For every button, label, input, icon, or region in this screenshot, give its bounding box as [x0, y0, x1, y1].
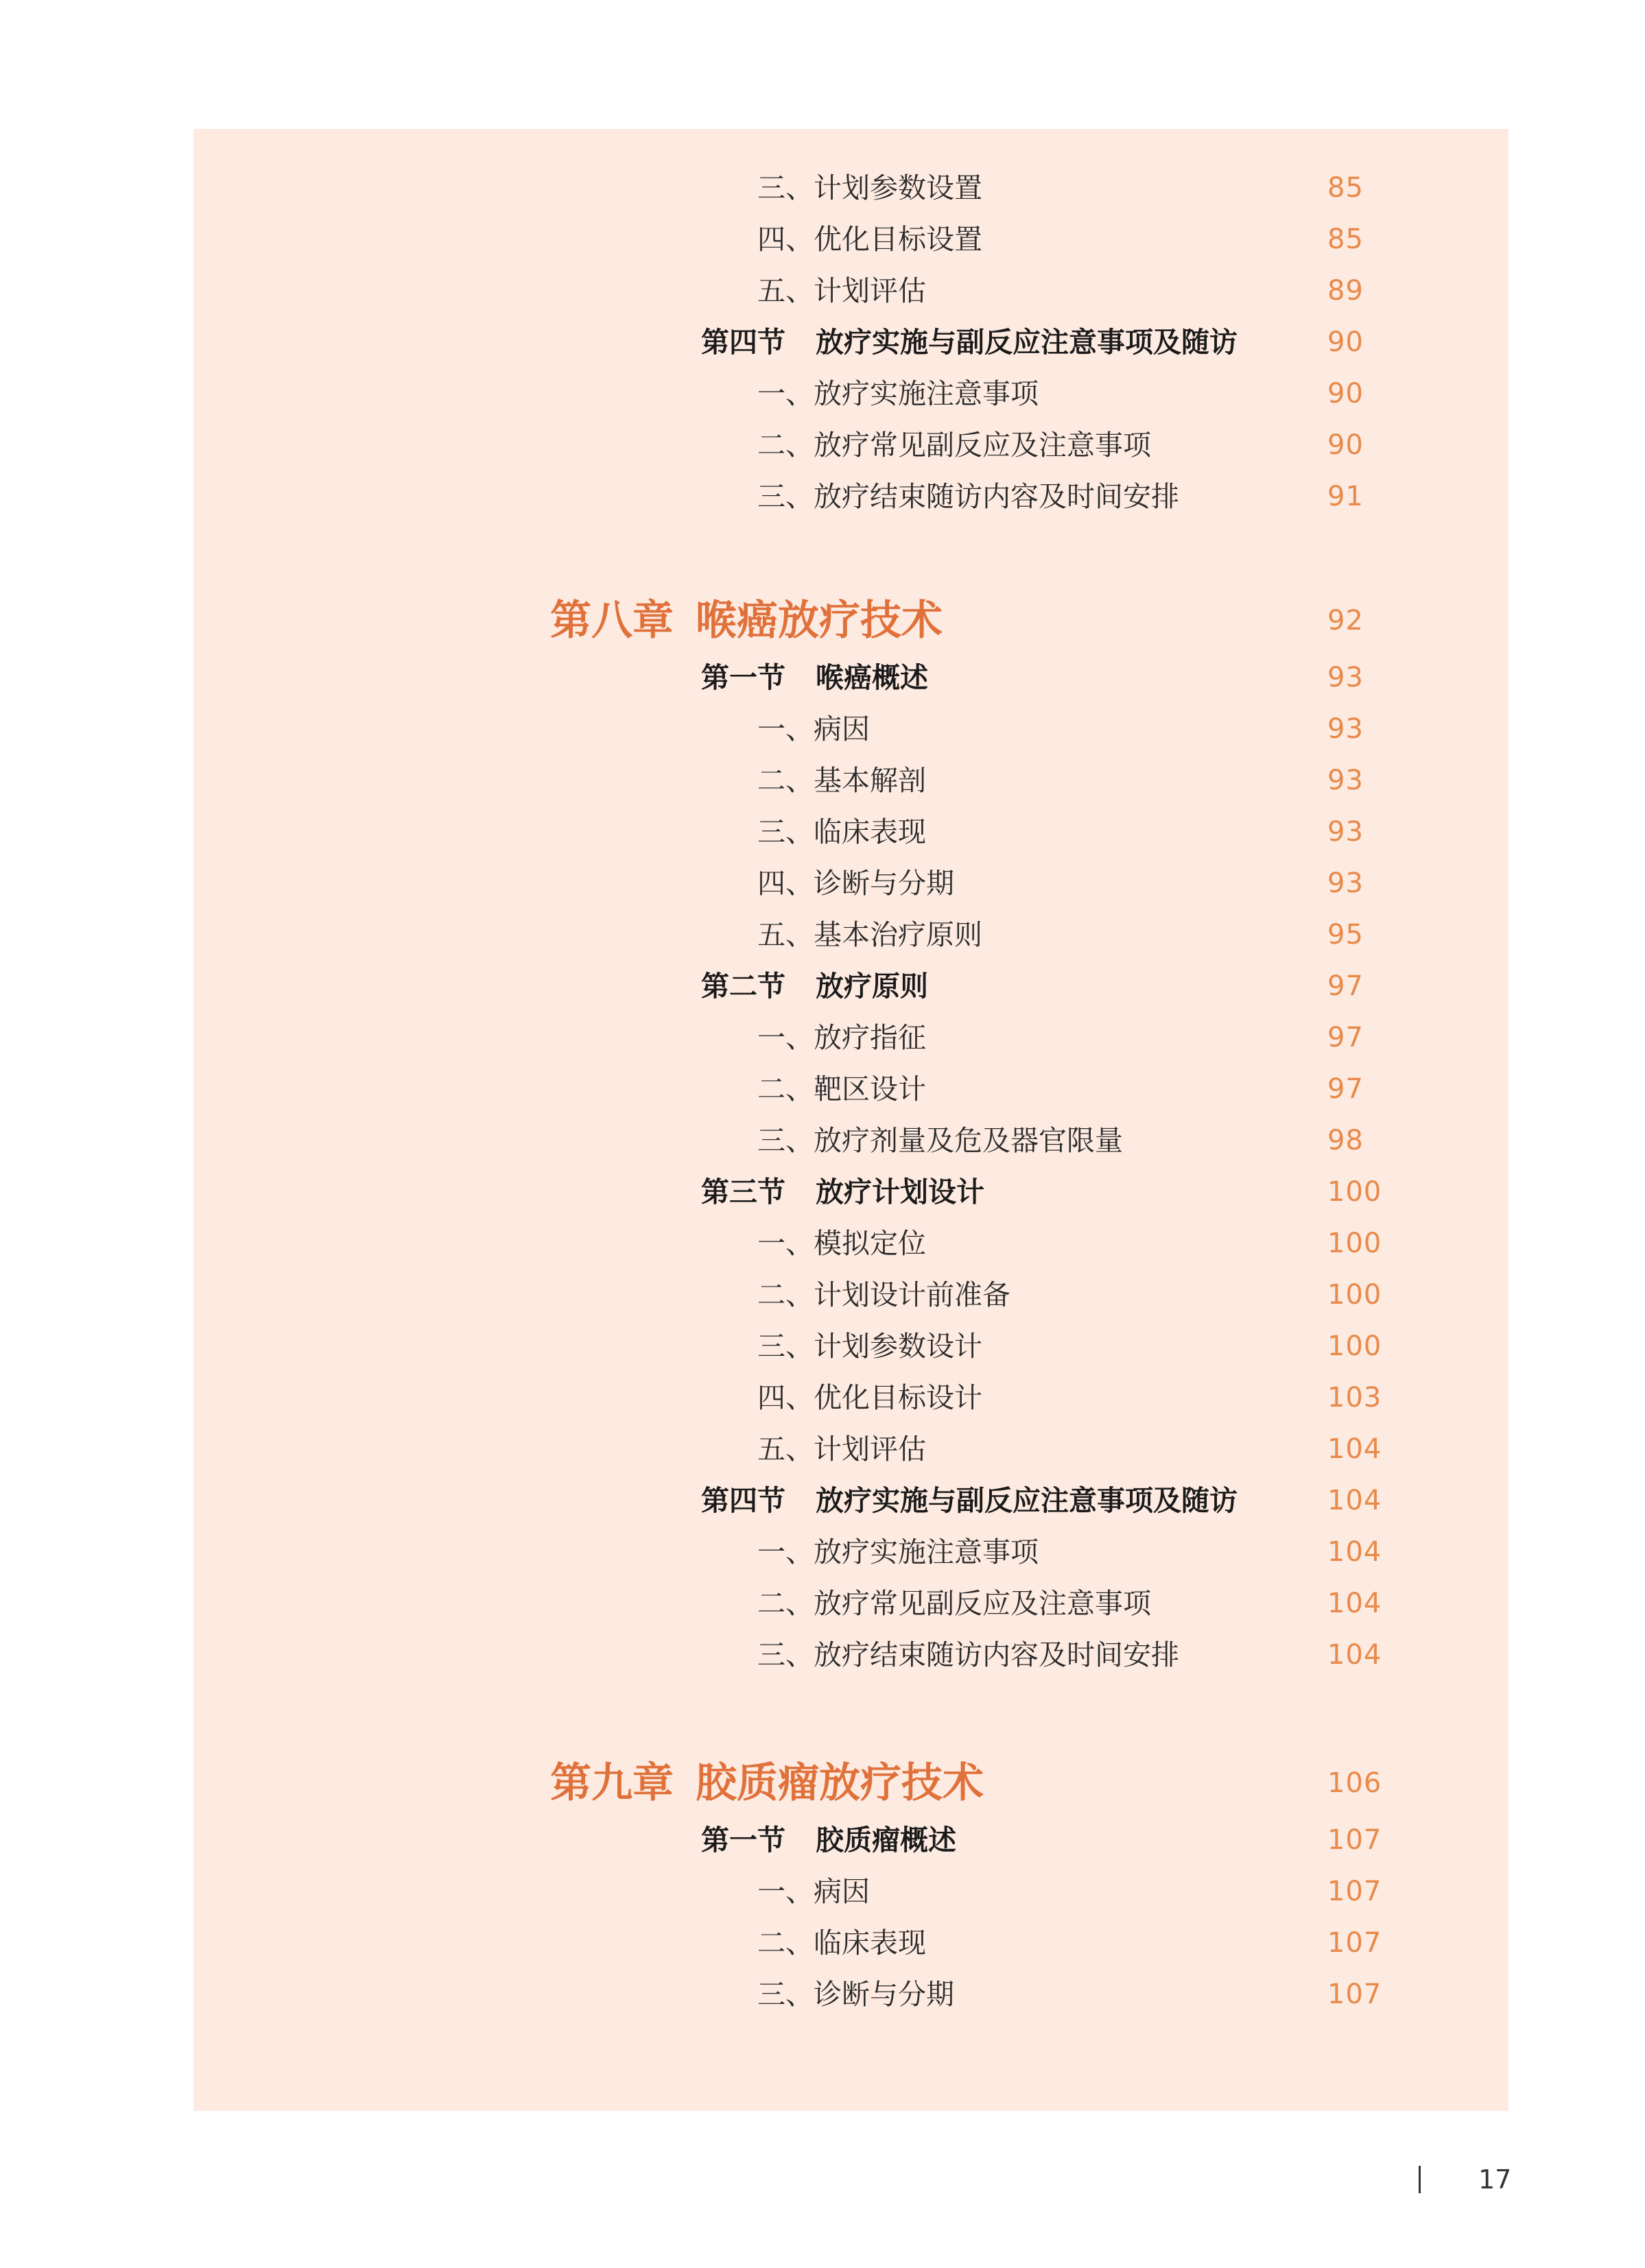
toc-section[interactable]	[193, 657, 1508, 698]
toc-item-title	[757, 1634, 1179, 1675]
toc-item[interactable]	[193, 1223, 1508, 1264]
toc-page-number: 97	[1327, 970, 1364, 1002]
toc-item[interactable]	[193, 270, 1508, 311]
toc-chapter-text: 喉癌放疗技术	[696, 597, 943, 645]
toc-page-number: 107	[1327, 1876, 1382, 1907]
toc-item[interactable]	[193, 476, 1508, 517]
toc-page-number: 93	[1327, 868, 1364, 899]
toc-section[interactable]	[193, 966, 1508, 1007]
toc-item-text: 三、计划参数设置	[757, 171, 982, 204]
toc-item-title	[757, 1871, 870, 1912]
toc-item-text: 二、放疗常见副反应及注意事项	[757, 1587, 1151, 1620]
toc-item-text: 四、诊断与分期	[757, 867, 954, 900]
toc-item[interactable]	[193, 760, 1508, 801]
toc-page-number: 85	[1327, 224, 1364, 255]
toc-item-title	[757, 1223, 926, 1264]
toc-page-number: 100	[1327, 1228, 1382, 1259]
toc-page-number: 90	[1327, 378, 1364, 409]
toc-chapter-title	[550, 1752, 984, 1814]
toc-item[interactable]	[193, 373, 1508, 414]
toc-section-label: 第四节	[701, 326, 785, 359]
toc-section-text: 放疗原则	[816, 970, 928, 1003]
toc-item[interactable]	[193, 1069, 1508, 1110]
toc-item-text: 二、计划设计前准备	[757, 1278, 1010, 1311]
toc-item[interactable]	[193, 219, 1508, 260]
toc-section-label: 第一节	[701, 661, 785, 694]
toc-item-title	[757, 708, 870, 750]
toc-item-text: 二、基本解剖	[757, 764, 926, 797]
toc-page-number: 107	[1327, 1979, 1382, 2010]
toc-item[interactable]	[193, 1922, 1508, 1963]
toc-section-label: 第四节	[701, 1484, 785, 1517]
toc-page-number: 93	[1327, 816, 1364, 848]
toc-section-label: 第三节	[701, 1175, 785, 1208]
toc-item-title	[757, 1531, 1039, 1573]
toc-item-text: 一、病因	[757, 1875, 870, 1908]
toc-page-number: 91	[1327, 481, 1364, 512]
toc-section[interactable]	[193, 1819, 1508, 1861]
toc-item[interactable]	[193, 1274, 1508, 1315]
toc-item-text: 三、放疗结束随访内容及时间安排	[757, 1638, 1179, 1671]
toc-chapter-text: 胶质瘤放疗技术	[696, 1759, 984, 1807]
toc-item-text: 二、靶区设计	[757, 1073, 926, 1106]
toc-page-number: 104	[1327, 1588, 1382, 1619]
footer-page-number: 17	[1478, 2164, 1512, 2195]
toc-item-text: 三、诊断与分期	[757, 1978, 954, 2011]
toc-chapter[interactable]	[193, 1752, 1508, 1814]
toc-page-number: 100	[1327, 1176, 1382, 1208]
toc-section-text: 喉癌概述	[816, 661, 928, 694]
toc-item[interactable]	[193, 1871, 1508, 1912]
toc-item-title	[757, 863, 954, 904]
toc-item-title	[757, 1974, 954, 2015]
toc-section-text: 放疗计划设计	[816, 1175, 984, 1208]
toc-item-text: 四、优化目标设置	[757, 223, 982, 256]
toc-item-title	[757, 914, 982, 955]
toc-item[interactable]	[193, 1974, 1508, 2015]
toc-item[interactable]	[193, 1326, 1508, 1367]
toc-item-title	[757, 373, 1039, 414]
toc-section-text: 放疗实施与副反应注意事项及随访	[816, 326, 1238, 359]
toc-item-title	[757, 760, 926, 801]
toc-section-title	[701, 1171, 984, 1213]
toc-item-text: 一、放疗实施注意事项	[757, 377, 1039, 410]
toc-item-text: 一、模拟定位	[757, 1227, 926, 1260]
toc-item-title	[757, 1017, 926, 1058]
toc-item[interactable]	[193, 811, 1508, 852]
toc-item-text: 四、优化目标设计	[757, 1381, 982, 1414]
toc-item[interactable]	[193, 1429, 1508, 1470]
toc-section-title	[701, 322, 1238, 363]
toc-item[interactable]	[193, 1531, 1508, 1573]
toc-item-title	[757, 270, 926, 311]
toc-page-number: 93	[1327, 662, 1364, 693]
toc-item[interactable]	[193, 167, 1508, 208]
toc-item-title	[757, 1583, 1151, 1624]
toc-section-text: 放疗实施与副反应注意事项及随访	[816, 1484, 1238, 1517]
toc-page-number: 104	[1327, 1485, 1382, 1516]
toc-section-title	[701, 657, 928, 698]
toc-section-title	[701, 1819, 956, 1861]
toc-item[interactable]	[193, 1120, 1508, 1161]
toc-section-label: 第一节	[701, 1824, 785, 1857]
toc-item-title	[757, 425, 1151, 466]
toc-item-title	[757, 1429, 926, 1470]
toc-item[interactable]	[193, 425, 1508, 466]
toc-section-text: 胶质瘤概述	[816, 1824, 956, 1857]
toc-item-title	[757, 476, 1179, 517]
toc-page-number: 103	[1327, 1382, 1382, 1413]
toc-item[interactable]	[193, 1377, 1508, 1418]
toc-page-number: 98	[1327, 1125, 1364, 1156]
footer-divider	[1419, 2166, 1421, 2193]
toc-chapter-label: 第八章	[550, 597, 674, 645]
toc-item-title	[757, 1326, 982, 1367]
toc-section[interactable]	[193, 1480, 1508, 1521]
toc-page-number: 104	[1327, 1639, 1382, 1671]
toc-page-number: 90	[1327, 326, 1364, 358]
toc-page-number: 100	[1327, 1279, 1382, 1311]
toc-item[interactable]	[193, 1583, 1508, 1624]
toc-item-text: 一、放疗指征	[757, 1021, 926, 1054]
toc-item-text: 一、病因	[757, 713, 870, 745]
toc-item-text: 三、计划参数设计	[757, 1330, 982, 1363]
toc-item-title	[757, 1274, 1010, 1315]
toc-item-text: 二、放疗常见副反应及注意事项	[757, 429, 1151, 462]
toc-page-number: 95	[1327, 919, 1364, 951]
toc-item-title	[757, 167, 982, 208]
toc-page-number: 93	[1327, 765, 1364, 796]
toc-page-number: 104	[1327, 1536, 1382, 1568]
toc-chapter[interactable]	[193, 590, 1508, 652]
toc-page-number: 107	[1327, 1824, 1382, 1856]
toc-section-label: 第二节	[701, 970, 785, 1003]
toc-item[interactable]	[193, 708, 1508, 750]
toc-page-number: 97	[1327, 1022, 1364, 1053]
toc-item-text: 三、临床表现	[757, 815, 926, 848]
toc-item-title	[757, 219, 982, 260]
toc-item-text: 三、放疗剂量及危及器官限量	[757, 1124, 1123, 1157]
toc-section[interactable]	[193, 322, 1508, 363]
toc-page-number: 89	[1327, 275, 1364, 307]
toc-item-title	[757, 1922, 926, 1963]
toc-item-text: 一、放疗实施注意事项	[757, 1536, 1039, 1568]
toc-section-title	[701, 1480, 1238, 1521]
toc-item-text: 五、基本治疗原则	[757, 918, 982, 951]
toc-item[interactable]	[193, 863, 1508, 904]
toc-page-number: 97	[1327, 1073, 1364, 1105]
toc-chapter-label: 第九章	[550, 1759, 674, 1807]
toc-chapter-title	[550, 590, 943, 652]
toc-section-title	[701, 966, 928, 1007]
toc-item-text: 五、计划评估	[757, 274, 926, 307]
toc-item-text: 三、放疗结束随访内容及时间安排	[757, 480, 1179, 513]
toc-page-number: 100	[1327, 1330, 1382, 1362]
toc-item-text: 二、临床表现	[757, 1926, 926, 1959]
toc-item[interactable]	[193, 914, 1508, 955]
toc-panel	[193, 129, 1508, 2111]
toc-page-number: 92	[1327, 605, 1364, 636]
toc-page-number: 107	[1327, 1927, 1382, 1959]
toc-item[interactable]	[193, 1017, 1508, 1058]
toc-page-number: 85	[1327, 172, 1364, 204]
toc-item-title	[757, 811, 926, 852]
toc-item[interactable]	[193, 1634, 1508, 1675]
toc-page-number: 106	[1327, 1767, 1382, 1799]
toc-item-text: 五、计划评估	[757, 1433, 926, 1466]
toc-page-number: 104	[1327, 1433, 1382, 1465]
toc-page-number: 90	[1327, 429, 1364, 461]
toc-page-number: 93	[1327, 713, 1364, 745]
toc-item-title	[757, 1377, 982, 1418]
toc-item-title	[757, 1120, 1123, 1161]
toc-item-title	[757, 1069, 926, 1110]
toc-section[interactable]	[193, 1171, 1508, 1213]
